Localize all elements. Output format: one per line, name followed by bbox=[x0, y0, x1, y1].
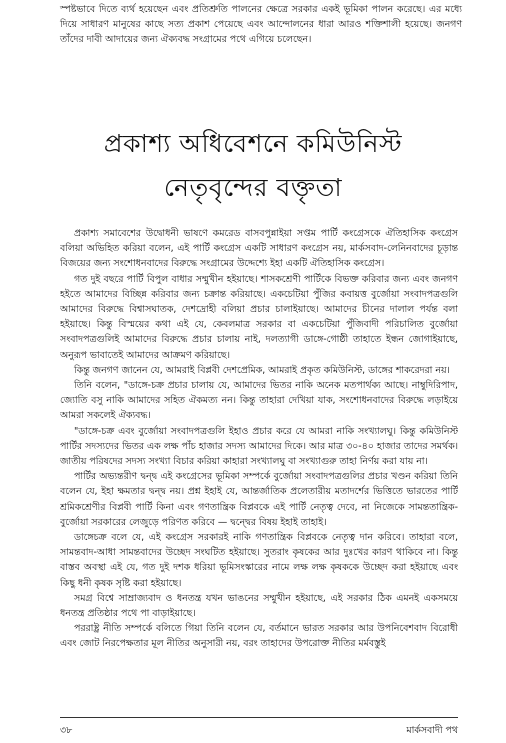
paragraph: তিনি বলেন, "ডাঙ্গে-চক্র প্রচার চালায় যে, আমাদের ভিতর নাকি অনেক মতপার্থক্য আছে। নাম্বুদিরিপাদ, জ্যোতি বসু নাকি আমাদের সহিত ঐকমত্য নন। কিন্তু তাহারা দেখিয়া যাক, সংশোধনবাদের বিরুদ্ধে লড়াইয়ে আমরা সকলেই ঐক্যবদ্ধ। bbox=[60, 380, 458, 422]
paragraph: প্রকাশ্য সমাবেশের উদ্বোধনী ভাষণে কমরেড বাসবপুন্নাইয়া সপ্তম পার্টি কংগ্রেসকে ঐতিহাসিক কংগ্রেস বলিয়া অভিহিত করিয়া বলেন, এই পার্টি কংগ্রেস একটি সাধারণ কংগ্রেস নয়, মার্কসবাদ-লেনিনবাদের চূড়ান্ত বিজয়ের জন্য সংশোধনবাদের বিরুদ্ধে সংগ্রামের উদ্দেশ্যে ইহা একটি ঐতিহাসিক কংগ্রেস। bbox=[60, 228, 458, 270]
paragraph: সমগ্র বিশ্বে সাম্রাজ্যবাদ ও ধনতন্ত্র যখন ভাঙনের সম্মুখীন হইয়াছে, এই সরকার ঠিক এমনই একসময়ে ধনতন্ত্র প্রতিষ্ঠার পথে পা বাড়াইয়াছে। bbox=[60, 592, 458, 620]
paragraph: পররাষ্ট্র নীতি সম্পর্কে বলিতে গিয়া তিনি বলেন যে, বর্তমানে ভারত সরকার আর উপনিবেশবাদ বিরোধী এবং জোট নিরপেক্ষতার মূল নীতির অনুসারী নয়, বরং তাহাদের উপরোক্ত নীতির মর্মবস্তুই bbox=[60, 623, 458, 650]
previous-section-text bbox=[0, 0, 506, 95]
footer-rule bbox=[60, 717, 458, 718]
journal-name: মার্কসবাদী পথ bbox=[406, 725, 458, 736]
article-body bbox=[60, 226, 458, 716]
article-title bbox=[0, 122, 506, 210]
paragraph: গত দুই বছরে পার্টি বিপুল বাধার সম্মুখীন হইয়াছে। শাসকশ্রেণী পার্টিকে বিভক্ত করিবার জন্য এবং জনগণ হইতে আমাদের বিচ্ছিন্ন করিবার জন্য চক্রান্ত করিয়াছে। একচেটিয়া পুঁজির কবায়ত্ত বুর্জোয়া সংবাদপত্রগুলি আমাদের বিরুদ্ধে বিশ্বাসঘাতক, দেশদ্রোহী বলিয়া প্রচার চালাইয়াছে। আমাদের চীনের দালাল পর্যন্ত বলা হইয়াছে। কিন্তু বিস্ময়ের কথা এই যে, কেবলমাত্র সরকার বা একচেটিয়া পুঁজিবাদী পরিচালিত বুর্জোয়া সংবাদপত্রগুলিই আমাদের বিরুদ্ধে প্রচার চালায় নাই, দলত্যাগী ডাঙ্গে-গোষ্ঠী তাহাতে ইন্ধন জোগাইয়াছে, অনুরূপ ভাবাতেই আমাদের আক্রমণ করিয়াছে। bbox=[60, 273, 458, 361]
top-paragraph: স্পষ্টভাবে দিতে ব্যর্থ হয়েছেন এবং প্রতিশ্রুতি পালনের ক্ষেত্রে সরকার একই ভূমিকা পালন করেছে। এর মধ্যে দিয়ে সাধারণ মানুষের কাছে সত্য প্রকাশ পেয়েছে এবং আন্দোলনের ধারা আরও শক্তিশালী হয়েছে। জনগণ তাঁদের দাবী আদায়ের জন্য ঐক্যবদ্ধ সংগ্রামের পথে এগিয়ে চলেছেন। bbox=[60, 4, 462, 46]
page-number: ৩৮ bbox=[60, 725, 73, 736]
paragraph: ডাঙ্গেচক্র বলে যে, এই কংগ্রেস সরকারই নাকি গণতান্ত্রিক বিপ্লবকে নেতৃত্ব দান করিবে। তাহারা বলে, সামন্তবাদ-আধা সামন্তবাদের উচ্ছেদ সংঘটিত হইয়াছে। সুতরাং কৃষকের আর দুঃখের কারণ থাকিবে না। কিন্তু বাস্তব অবস্থা এই যে, গত দুই দশক ধরিয়া ভূমিসংস্কারের নামে লক্ষ লক্ষ কৃষককে উচ্ছেদ করা হইয়াছে এবং কিছু ধনী কৃষক সৃষ্টি করা হইয়াছে। bbox=[60, 532, 458, 589]
paragraph: "ডাঙ্গে-চক্র এবং বুর্জোয়া সংবাদপত্রগুলি ইহাও প্রচার করে যে আমরা নাকি সংখ্যালঘু। কিন্তু কমিউনিস্ট পার্টির সদস্যদের ভিতর এক লক্ষ পাঁচ হাজার সদস্য আমাদের দিকে। আর মাত্র ৩০-৪০ হাজার তাদের সমর্থক। জাতীয় পরিষদের সদস্য সংখ্যা বিচার করিয়া কাহারা সংখ্যালঘু বা সংখ্যাগুরু তাহা নির্ণয় করা যায় না। bbox=[60, 425, 458, 468]
title-line-2: নেতৃবৃন্দের বক্তৃতা bbox=[163, 173, 343, 202]
page-footer bbox=[60, 717, 458, 739]
title-line-1: প্রকাশ্য অধিবেশনে কমিউনিস্ট bbox=[103, 129, 403, 158]
paragraph: পার্টির অভ্যন্তরীণ দ্বন্দ্ব এই কংগ্রেসের ভূমিকা সম্পর্কে বুর্জোয়া সংবাদপত্রগুলির প্রচার খণ্ডন করিয়া তিনি বলেন যে, ইহা ক্ষমতার দ্বন্দ্ব নয়। প্রশ্ন ইহাই যে, আন্তর্জাতিক প্রলেতারীয় মতাদর্শের ভিত্তিতে ভারতের পার্টি শ্রমিকশ্রেণীর বিপ্লবী পার্টি কিনা এবং গণতান্ত্রিক বিপ্লবকে এই পার্টি নেতৃত্ব দেবে, না নিজেকে সামন্ততান্ত্রিক-বুর্জোয়া সরকারের লেজুড়ে পরিণত করিবে — দ্বন্দ্বের বিষয় ইহাই তাহাই। bbox=[60, 471, 458, 528]
paragraph: কিন্তু জনগণ জানেন যে, আমরাই বিপ্লবী দেশপ্রেমিক, আমরাই প্রকৃত কমিউনিস্ট, ডাঙ্গের শাকরেদরা নয়। bbox=[74, 364, 450, 376]
